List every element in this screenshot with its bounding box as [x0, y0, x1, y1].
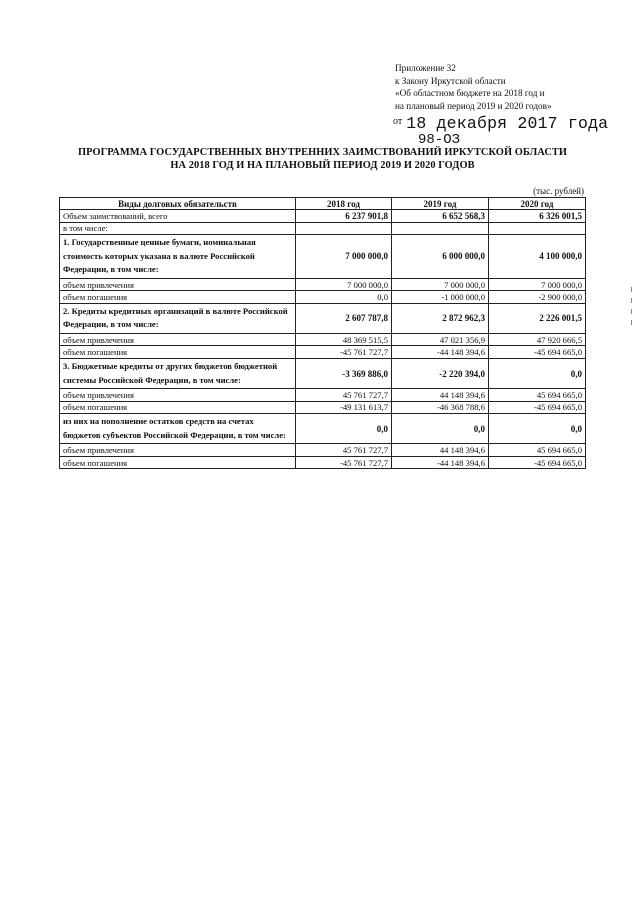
cell-2020: 45 694 665,0: [489, 389, 586, 402]
row-label: из них на пополнение остатков средств на счетах бюджетов субъектов Российской Федерации, в том числе:: [60, 414, 296, 444]
table-row-section-3: [60, 358, 586, 388]
cell-2020: -45 694 665,0: [489, 346, 586, 359]
cell-2020: 47 920 666,5: [489, 333, 586, 346]
title-line-2: НА 2018 ГОД И НА ПЛАНОВЫЙ ПЕРИОД 2019 И 2020 ГОДОВ: [170, 160, 475, 172]
cell-2019: 6 652 568,3: [392, 210, 489, 223]
cell-2020: 7 000 000,0: [489, 278, 586, 291]
table-row-section-4: [60, 414, 586, 444]
appendix-line: «Об областном бюджете на 2018 год и: [395, 88, 545, 99]
cell-2018: 45 761 727,7: [296, 389, 392, 402]
cell-2018: -45 761 727,7: [296, 456, 392, 469]
title-line-1: ПРОГРАММА ГОСУДАРСТВЕННЫХ ВНУТРЕННИХ ЗАИМСТВОВАНИЙ ИРКУТСКОЙ ОБЛАСТИ: [77, 147, 568, 158]
row-label: объем привлечения: [60, 278, 296, 291]
date-prefix: от: [393, 116, 403, 127]
row-label: Объем заимствований, всего: [60, 210, 296, 223]
cell-empty: [489, 222, 586, 235]
cell-2018: -3 369 886,0: [296, 358, 392, 388]
table-row: [60, 278, 586, 291]
row-label: 1. Государственные ценные бумаги, номинальная стоимость которых указана в валюте Российской Федерации, в том числе:: [60, 235, 296, 279]
table-row: [60, 346, 586, 359]
table-row-total: [60, 210, 586, 223]
cell-2019: 0,0: [392, 414, 489, 444]
cell-2020: 45 694 665,0: [489, 444, 586, 457]
row-label: в том числе:: [60, 222, 296, 235]
cell-2020: -45 694 665,0: [489, 401, 586, 414]
cell-2019: -2 220 394,0: [392, 358, 489, 388]
row-label: объем привлечения: [60, 389, 296, 402]
cell-2019: -44 148 394,6: [392, 346, 489, 359]
row-label: объем погашения: [60, 291, 296, 304]
cell-2020: 0,0: [489, 358, 586, 388]
cell-2020: -2 900 000,0: [489, 291, 586, 304]
row-label: 3. Бюджетные кредиты от других бюджетов бюджетной системы Российской Федерации, в том числе:: [60, 358, 296, 388]
cell-2019: 6 000 000,0: [392, 235, 489, 279]
cell-2018: 0,0: [296, 291, 392, 304]
appendix-header: [395, 62, 635, 112]
cell-2018: -45 761 727,7: [296, 346, 392, 359]
cell-2018: 0,0: [296, 414, 392, 444]
cell-2020: 4 100 000,0: [489, 235, 586, 279]
cell-2019: 47 021 356,9: [392, 333, 489, 346]
header-2020: 2020 год: [489, 198, 586, 210]
law-number: 98-ОЗ: [418, 132, 461, 148]
cell-2018: 2 607 787,8: [296, 303, 392, 333]
cell-2019: 44 148 394,6: [392, 389, 489, 402]
appendix-line: на плановый период 2019 и 2020 годов»: [395, 100, 552, 111]
row-label: объем привлечения: [60, 333, 296, 346]
table-row: [60, 456, 586, 469]
table-row: [60, 389, 586, 402]
row-label: 2. Кредиты кредитных организаций в валюте Российской Федерации, в том числе:: [60, 303, 296, 333]
row-label: объем погашения: [60, 456, 296, 469]
cell-2020: -45 694 665,0: [489, 456, 586, 469]
law-date: [393, 114, 608, 133]
cell-2020: 0,0: [489, 414, 586, 444]
row-label: объем погашения: [60, 401, 296, 414]
cell-2018: 7 000 000,0: [296, 235, 392, 279]
cell-2020: 6 326 001,5: [489, 210, 586, 223]
table-header-row: [60, 198, 586, 210]
cell-2019: 44 148 394,6: [392, 444, 489, 457]
cell-2018: -49 131 613,7: [296, 401, 392, 414]
cell-2019: -1 000 000,0: [392, 291, 489, 304]
appendix-line: к Закону Иркутской области: [395, 75, 506, 86]
cell-2019: -46 368 788,6: [392, 401, 489, 414]
cell-empty: [392, 222, 489, 235]
date-value: 18 декабря 2017 года: [406, 114, 609, 133]
scan-edge-marks: [630, 285, 634, 335]
cell-2018: 7 000 000,0: [296, 278, 392, 291]
cell-2019: 2 872 962,3: [392, 303, 489, 333]
cell-2020: 2 226 001,5: [489, 303, 586, 333]
cell-2018: 6 237 901,8: [296, 210, 392, 223]
cell-2018: 48 369 515,5: [296, 333, 392, 346]
header-2018: 2018 год: [296, 198, 392, 210]
header-type: Виды долговых обязательств: [60, 198, 296, 210]
units-label: (тыс. рублей): [533, 186, 584, 196]
cell-empty: [296, 222, 392, 235]
table-row: [60, 333, 586, 346]
cell-2019: -44 148 394,6: [392, 456, 489, 469]
row-label: объем погашения: [60, 346, 296, 359]
table-row-section-2: [60, 303, 586, 333]
borrowing-table: [59, 197, 586, 469]
table-row: [60, 444, 586, 457]
appendix-line: Приложение 32: [395, 63, 456, 73]
table-row: [60, 291, 586, 304]
cell-2019: 7 000 000,0: [392, 278, 489, 291]
cell-2018: 45 761 727,7: [296, 444, 392, 457]
table-row-section-1: [60, 235, 586, 279]
header-2019: 2019 год: [392, 198, 489, 210]
table-row-including: [60, 222, 586, 235]
page-title: [60, 146, 585, 173]
table-row: [60, 401, 586, 414]
row-label: объем привлечения: [60, 444, 296, 457]
